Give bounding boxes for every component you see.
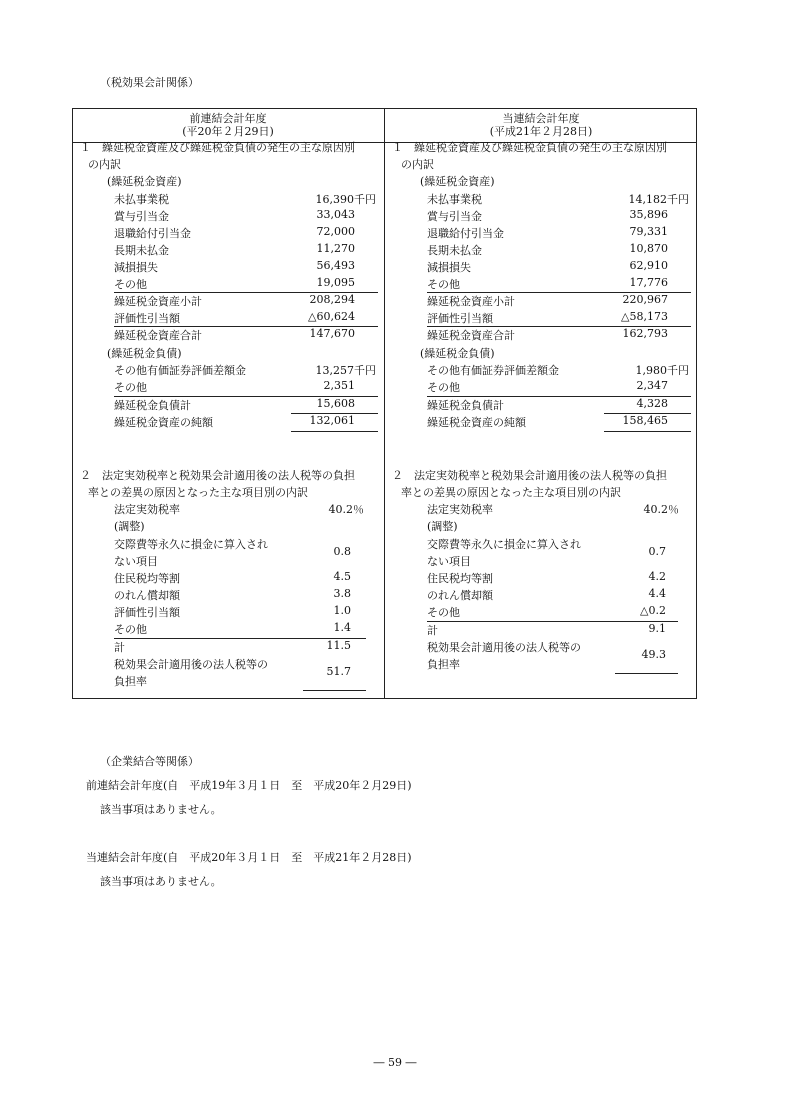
right-adj-multi-value: 0.7 [648,545,666,558]
left-asset-label: 賞与引当金 [114,210,169,223]
right-final-value: 49.3 [641,648,666,661]
left-asset-value: 19,095 [316,276,355,289]
right-asset-label: 繰延税金資産小計 [427,295,515,308]
left-adj-label: 評価性引当額 [114,606,180,619]
right-final-rule [615,673,678,674]
right-liab-value: 4,328 [636,397,668,410]
left-liab-value: 15,608 [316,397,355,410]
page-number: ― 59 ― [373,1056,417,1069]
left-asset-value: 72,000 [316,225,355,238]
right-asset-label: 繰延税金資産合計 [427,329,515,342]
left-asset-label: 減損損失 [114,261,158,274]
left-rate-value: 40.2％ [328,503,364,516]
left-final-value: 51.7 [326,665,351,678]
left-q2-line2: 率との差異の原因となった主な項目別の内訳 [88,486,308,499]
right-liab-label: 繰延税金資産の純額 [427,416,526,429]
right-liab-label: その他 [427,381,460,394]
left-final-line2: 負担率 [114,675,147,688]
right-net-rule-bottom [604,431,691,432]
left-asset-value: 33,043 [316,208,355,221]
left-liab-heading: (繰延税金負債) [107,347,182,360]
left-liab-label: 繰延税金資産の純額 [114,416,213,429]
left-liab-value: 13,257千円 [315,364,376,377]
left-asset-label: 未払事業税 [114,193,169,206]
right-adj-label: 計 [427,624,438,637]
left-header-date: (平20年２月29日) [182,125,274,138]
right-q2-line1: ２ 法定実効税率と税効果会計適用後の法人税等の負担 [392,469,667,482]
prev-period-heading: 前連結会計年度(自 平成19年３月１日 至 平成20年２月29日) [86,779,412,792]
left-asset-value: △60,624 [308,310,355,323]
right-q1-line1: １ 繰延税金資産及び繰延税金負債の発生の主な原因別 [392,141,667,154]
left-asset-label: 長期未払金 [114,244,169,257]
right-asset-value: 79,331 [629,225,668,238]
right-asset-value: 220,967 [622,293,668,306]
left-q1-line1: １ 繰延税金資産及び繰延税金負債の発生の主な原因別 [80,141,355,154]
left-adj-label: その他 [114,623,147,636]
left-final-line1: 税効果会計適用後の法人税等の [114,658,268,671]
curr-period-text: 該当事項はありません。 [100,875,222,888]
left-liab-value: 132,061 [309,414,355,427]
left-adj-value: 11.5 [326,639,351,652]
left-adj-value: 3.8 [333,587,351,600]
right-liab-value: 1,980千円 [635,364,689,377]
right-adj-multi-line1: 交際費等永久に損金に算入され [427,538,581,551]
right-adj-multi-line2: ない項目 [427,555,471,568]
right-asset-label: 退職給付引当金 [427,227,504,240]
right-header-date: (平成21年２月28日) [489,125,593,138]
right-header-title: 当連結会計年度 [502,112,580,125]
right-adj-value: 4.2 [648,570,666,583]
table-column-divider [384,108,385,699]
right-asset-value: △58,173 [621,310,668,323]
right-adj-label: 住民税均等割 [427,572,493,585]
right-adj-value: 4.4 [648,587,666,600]
right-rate-value: 40.2％ [643,503,679,516]
right-liab-value: 158,465 [622,414,668,427]
left-net-rule-bottom [291,431,378,432]
left-adj-label: のれん償却額 [114,589,180,602]
left-adj-value: 1.4 [333,621,351,634]
left-asset-label: 退職給付引当金 [114,227,191,240]
left-liab-value: 2,351 [323,379,355,392]
left-asset-label: その他 [114,278,147,291]
right-asset-label: 未払事業税 [427,193,482,206]
right-q1-line2: の内訳 [401,158,434,171]
left-adj-heading: (調整) [114,520,145,533]
left-liab-label: その他有価証券評価差額金 [114,364,246,377]
right-asset-value: 35,896 [629,208,668,221]
right-adj-heading: (調整) [427,520,458,533]
left-asset-label: 繰延税金資産合計 [114,329,202,342]
right-asset-value: 17,776 [629,276,668,289]
left-asset-label: 評価性引当額 [114,312,180,325]
left-adj-value: 4.5 [333,570,351,583]
right-adj-value: △0.2 [640,604,666,617]
curr-period-heading: 当連結会計年度(自 平成20年３月１日 至 平成21年２月28日) [86,851,412,864]
left-header-title: 前連結会計年度 [189,112,267,125]
left-assets-heading: (繰延税金資産) [107,175,182,188]
left-asset-label: 繰延税金資産小計 [114,295,202,308]
right-adj-label: その他 [427,606,460,619]
left-asset-value: 208,294 [309,293,355,306]
left-adj-multi-line2: ない項目 [114,555,158,568]
left-asset-value: 16,390千円 [315,193,376,206]
left-liab-label: その他 [114,381,147,394]
right-asset-value: 14,182千円 [628,193,689,206]
left-q1-line2: の内訳 [88,158,121,171]
right-final-line2: 負担率 [427,658,460,671]
right-q2-line2: 率との差異の原因となった主な項目別の内訳 [401,486,621,499]
left-rate-label: 法定実効税率 [114,503,180,516]
left-adj-label: 住民税均等割 [114,572,180,585]
right-liab-label: その他有価証券評価差額金 [427,364,559,377]
right-assets-heading: (繰延税金資産) [420,175,495,188]
business-combination-title: （企業結合等関係） [100,755,199,768]
right-adj-label: のれん償却額 [427,589,493,602]
left-final-rule [303,690,366,691]
left-adj-value: 1.0 [333,604,351,617]
left-liab-label: 繰延税金負債計 [114,399,191,412]
right-asset-label: 長期未払金 [427,244,482,257]
right-asset-label: 評価性引当額 [427,312,493,325]
left-adj-multi-value: 0.8 [333,545,351,558]
left-asset-value: 11,270 [316,242,355,255]
right-liab-heading: (繰延税金負債) [420,347,495,360]
left-adj-multi-line1: 交際費等永久に損金に算入され [114,538,268,551]
left-q2-line1: ２ 法定実効税率と税効果会計適用後の法人税等の負担 [80,469,355,482]
right-rate-label: 法定実効税率 [427,503,493,516]
right-liab-value: 2,347 [636,379,668,392]
prev-period-text: 該当事項はありません。 [100,803,222,816]
right-asset-label: その他 [427,278,460,291]
right-asset-label: 賞与引当金 [427,210,482,223]
right-adj-value: 9.1 [648,622,666,635]
right-asset-label: 減損損失 [427,261,471,274]
right-asset-value: 162,793 [622,327,668,340]
right-final-line1: 税効果会計適用後の法人税等の [427,641,581,654]
right-liab-label: 繰延税金負債計 [427,399,504,412]
right-asset-value: 10,870 [629,242,668,255]
left-asset-value: 56,493 [316,259,355,272]
left-asset-value: 147,670 [309,327,355,340]
right-asset-value: 62,910 [629,259,668,272]
section-title: （税効果会計関係） [100,76,199,89]
left-adj-label: 計 [114,641,125,654]
